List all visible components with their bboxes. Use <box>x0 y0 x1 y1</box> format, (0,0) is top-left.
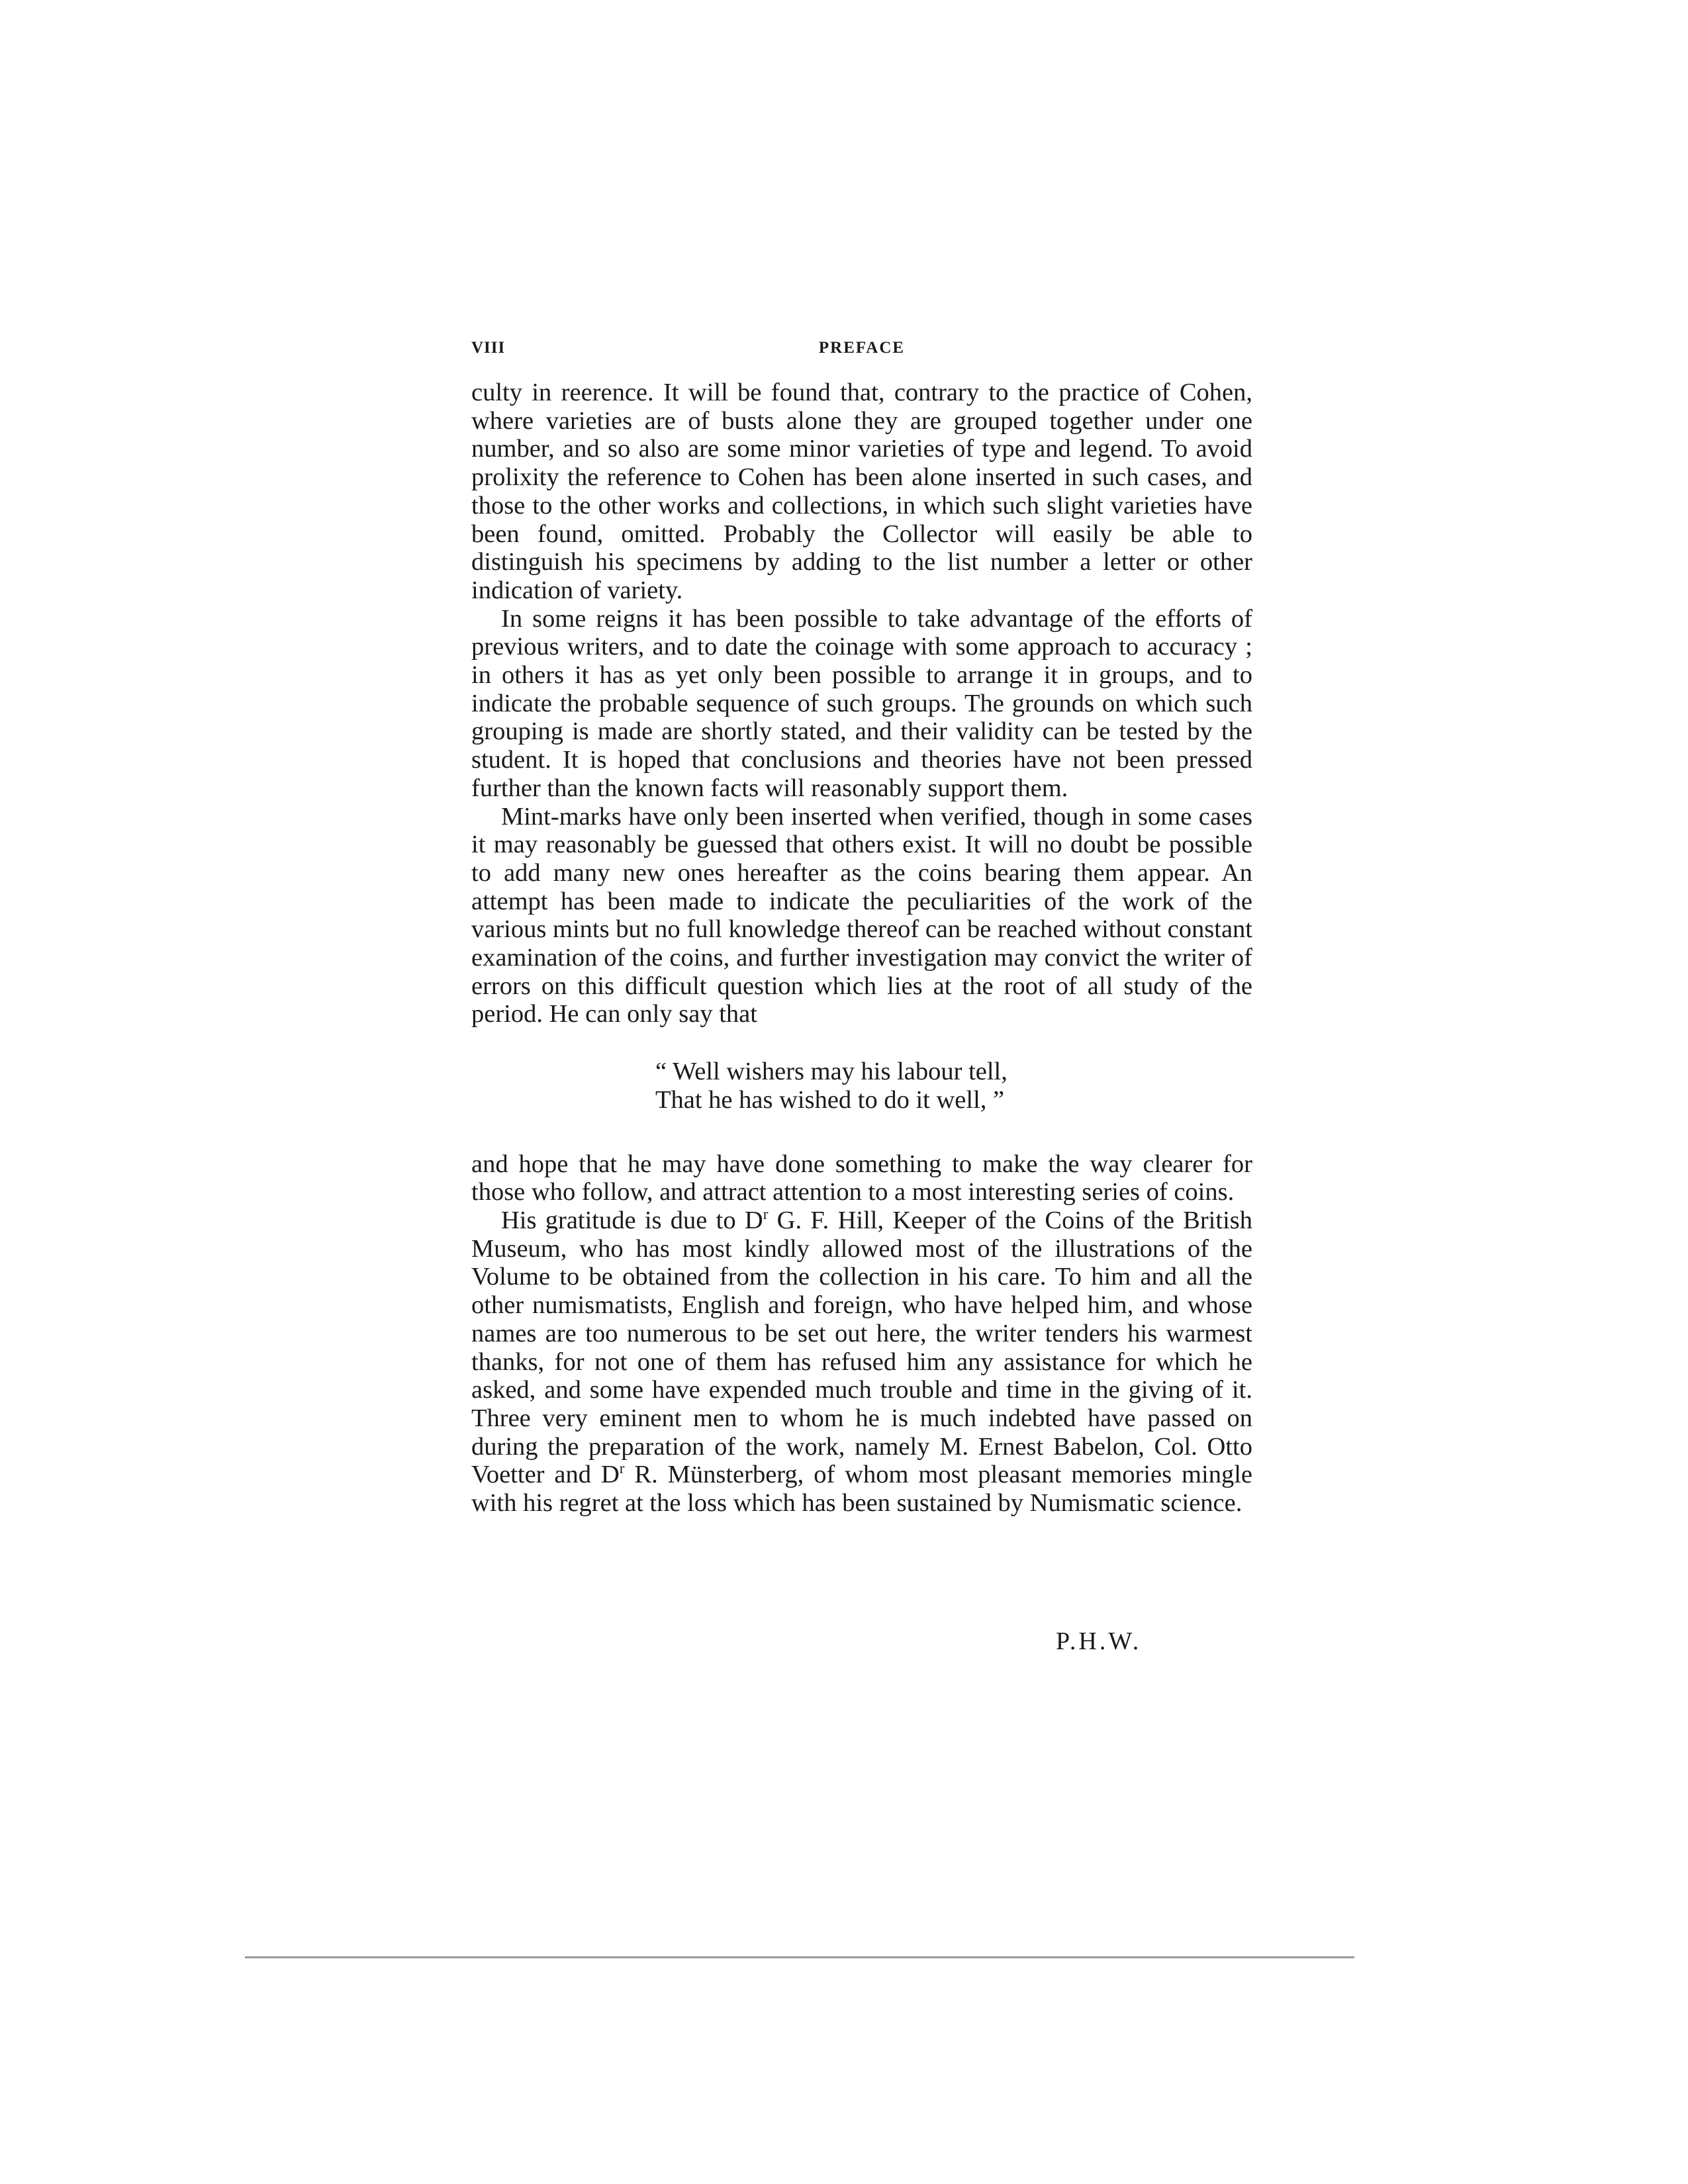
author-initials: P.H.W. <box>1056 1627 1142 1655</box>
paragraph-2: In some reigns it has been possible to take advantage of the efforts of previous writers, and to date the coinage with some approach to accuracy ; in others it has as yet only been possible to arrange it in groups, and to indicate the probable sequence of such groups. The grounds on which such grouping is made are shortly stated, and their validity can be tested by the student. It is hoped that conclusions and theories have not been pressed further than the known facts will reasonably support them. <box>471 604 1252 802</box>
superscript-r-2: r <box>619 1459 625 1477</box>
superscript-r-1: r <box>763 1205 769 1223</box>
verse-line-2: That he has wished to do it well, ” <box>655 1085 1005 1114</box>
paragraph-5 <box>471 1206 1252 1518</box>
paragraph-1: culty in reerence. It will be found that, contrary to the practice of Cohen, where varieties are of busts alone they are grouped together under one number, and so also are some minor varieties of type and legend. To avoid prolixity the reference to Cohen has been alone inserted in such cases, and those to the other works and collections, in which such slight varieties have been found, omitted. Probably the Collector will easily be able to distinguish his specimens by adding to the list number a letter or other indication of variety. <box>471 379 1252 604</box>
paragraph-3: Mint-marks have only been inserted when verified, though in some cases it may reasonably be guessed that others exist. It will no doubt be possible to add many new ones hereafter as the coins bearing them appear. An attempt has been made to indicate the peculiarities of the work of the various mints but no full knowledge thereof can be reached without constant examination of the coins, and further investigation may convict the writer of errors on this difficult question which lies at the root of all study of the period. He can only say that <box>471 802 1252 1028</box>
verse-quotation <box>655 1058 1252 1114</box>
paragraph-4: and hope that he may have done something to make the way clearer for those who follow, and attract attention to a most interesting series of coins. <box>471 1150 1252 1206</box>
bottom-rule <box>245 1956 1354 1958</box>
running-title: PREFACE <box>818 339 906 357</box>
paragraph-5-part-b: G. F. Hill, Keeper of the Coins of the British Museum, who has most kindly allowed most of the illustrations of the Volume to be obtained from the collection in his care. To him and all the other numismatists, English and foreign, who have helped him, and whose names are too numerous to be set out here, the writer tenders his warmest thanks, for not one of them has refused him any assistance for which he asked, and some have expended much trouble and time in the giving of it. Three very eminent men to whom he is much indebted have passed on during the preparation of the work, namely M. Ernest Babelon, Col. Otto Voetter and D <box>471 1206 1252 1489</box>
preface-text <box>471 379 1252 1518</box>
paragraph-5-part-c: R. Münsterberg, of whom most pleasant memories mingle with his regret at the loss which has been sustained by Numismatic science. <box>471 1461 1252 1518</box>
paragraph-5-part-a: His gratitude is due to D <box>501 1206 763 1234</box>
verse-line-1: “ Well wishers may his labour tell, <box>655 1058 1008 1086</box>
running-head <box>471 339 1252 365</box>
page-number: VIII <box>471 339 506 357</box>
